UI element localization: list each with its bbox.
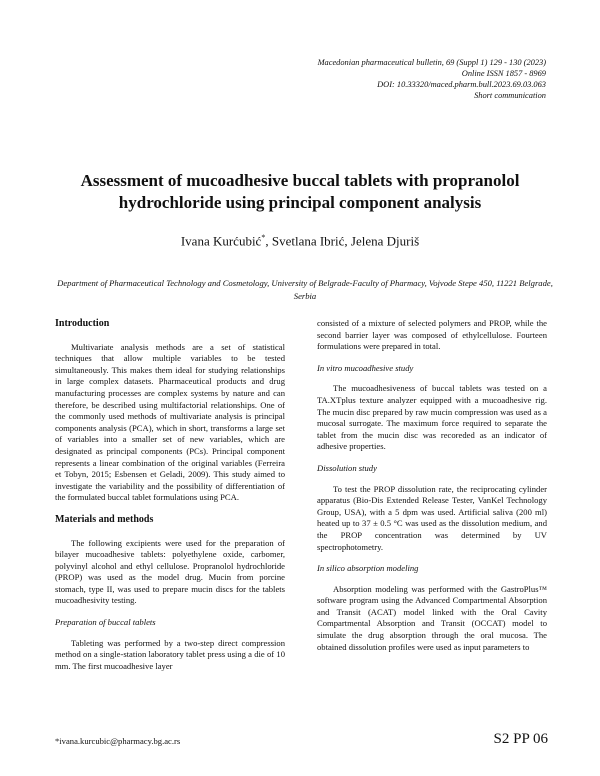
dissolution-heading: Dissolution study <box>317 462 377 473</box>
article-type: Short communication <box>474 91 546 100</box>
author-first: Ivana Kurćubić <box>180 233 262 249</box>
journal-header <box>318 57 546 101</box>
introduction-text: Multivariate analysis methods are a set of statistical techniques that allow multiple variables to be tested simultaneously. This makes them ideal for studying relationships in large complex datasets. Pharmaceutical products and drug manufacturing processes are complex systems by nature and can therefore, be described using multifactorial relationships. One of the commonly used methods of multivariate analysis is principal components analysis (PCA), which in short, transforms a large set of variables into a smaller set of new variables, which are designated as principal components (PCs). Principal component represents a linear combination of the original variables (Ferreira et Tobyn, 2015; Esbensen et Geladi, 2009). This study aimed to investigate the variability and the possibility of differentiation of the formulated buccal tablet formulations using PCA. <box>55 341 285 503</box>
preparation-text: Tableting was performed by a two-step direct compression method on a single-station laboratory tablet press using a die of 10 mm. The first mucoadhesive layer <box>55 637 285 671</box>
continued-text: consisted of a mixture of selected polymers and PROP, while the second barrier layer was composed of ethylcellulose. Fourteen formulations were prepared in total. <box>317 318 547 352</box>
journal-doi: DOI: 10.33320/maced.pharm.bull.2023.69.03.063 <box>377 80 546 89</box>
author-rest: , Svetlana Ibrić, Jelena Djuriš <box>265 233 420 249</box>
right-column <box>317 318 547 663</box>
in-vitro-heading: In vitro mucoadhesive study <box>317 362 414 373</box>
affiliation: Department of Pharmaceutical Technology and Cosmetology, University of Belgrade-Faculty of Pharmacy, Vojvode Stepe 450, 11221 Belgrade, Serbia <box>57 278 553 301</box>
preparation-heading: Preparation of buccal tablets <box>55 617 156 628</box>
page-code: S2 PP 06 <box>493 731 548 747</box>
left-column <box>55 318 285 682</box>
in-vitro-text: The mucoadhesiveness of buccal tablets was tested on a TA.XTplus texture analyzer equipped with a mucoadhesive rig. The mucin disc prepared by raw mucin compression was used as a mucosal surrogate. The maximum force required to separate the tablet from the mucin disc was recoreded as an indicator of adhesive properties. <box>317 383 547 452</box>
journal-citation: Macedonian pharmaceutical bulletin, 69 (Suppl 1) 129 - 130 (2023) <box>317 58 546 67</box>
methods-heading: Materials and methods <box>55 513 154 525</box>
corresponding-email: *ivana.kurcubic@pharmacy.bg.ac.rs <box>55 736 181 746</box>
methods-text: The following excipients were used for the preparation of bilayer mucoadhesive tablets: polyethylene oxide, carbomer, polyvinyl alcohol and ethyl cellulose. Propranolol hydrochloride (PROP) was used as the model drug. Mucin from porcine stomach, type II, was used to prepare mucin discs for the tablets mucoadhesivity testing. <box>55 537 285 606</box>
journal-issn: Online ISSN 1857 - 8969 <box>461 69 546 78</box>
author-list <box>0 233 600 249</box>
introduction-heading: Introduction <box>55 318 110 329</box>
paper-title: Assessment of mucoadhesive buccal tablets with propranolol hydrochloride using principal component analysis <box>80 171 520 212</box>
in-silico-heading: In silico absorption modeling <box>317 563 419 574</box>
corresponding-mark: * <box>261 233 266 242</box>
dissolution-text: To test the PROP dissolution rate, the reciprocating cylinder apparatus (Bio-Dis Extended Release Tester, VanKel Technology Group, USA), with a 5 dpm was used. Artificial saliva (200 ml) heated up to 37 ± 0.5 °C was used as the dissolution medium, and the PROP concentration was determined by UV spectrophotometry. <box>317 483 547 552</box>
in-silico-text: Absorption modeling was performed with the GastroPlus™ software program using the Advanced Compartmental Absorption and Transit (ACAT) model linked with the Oral Cavity Compartmental Absorption and Transit (OCCAT) model to simulate the drug absorption through the oral mucosa. The obtained dissolution profiles were used as input parameters to <box>317 583 547 652</box>
